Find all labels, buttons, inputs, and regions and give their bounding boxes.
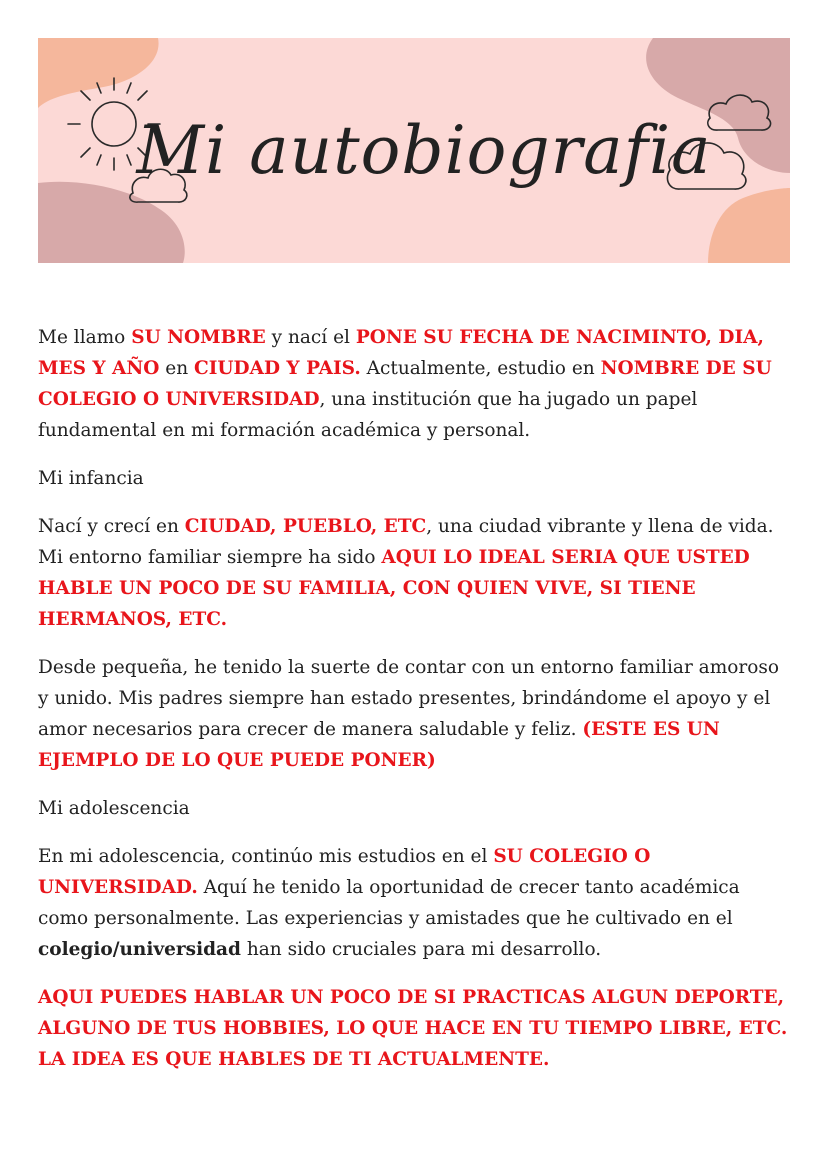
page-title: Mi autobiografia [136, 112, 712, 189]
section-heading-adolescencia: Mi adolescencia [38, 798, 190, 819]
document-body [38, 322, 790, 1092]
family-paragraph: Desde pequeña, he tenido la suerte de contar con un entorno familiar amoroso y unido. Mis padres siempre han estado presentes, brindándome el apoyo y el amor necesarios para crecer de manera saludable y feliz. (ESTE ES UN EJEMPLO DE LO QUE PUEDE PONER) [38, 657, 779, 771]
hobbies-paragraph: AQUI PUEDES HABLAR UN POCO DE SI PRACTICAS ALGUN DEPORTE, ALGUNO DE TUS HOBBIES, LO QUE HACE EN TU TIEMPO LIBRE, ETC. LA IDEA ES QUE HABLES DE TI ACTUALMENTE. [38, 987, 788, 1070]
adolescencia-paragraph: En mi adolescencia, continúo mis estudios en el SU COLEGIO O UNIVERSIDAD. Aquí he tenido la oportunidad de crecer tanto académica como personalmente. Las experiencias y amistades que he cultivado en el colegio/universidad han sido cruciales para mi desarrollo. [38, 846, 740, 960]
section-heading-infancia: Mi infancia [38, 468, 144, 489]
infancia-paragraph: Nací y crecí en CIUDAD, PUEBLO, ETC, una ciudad vibrante y llena de vida. Mi entorno familiar siempre ha sido AQUI LO IDEAL SERIA QUE USTED HABLE UN POCO DE SU FAMILIA, CON QUIEN VIVE, SI TIENE HERMANOS, ETC. [38, 516, 774, 630]
title-banner [38, 38, 790, 263]
intro-paragraph: Me llamo SU NOMBRE y nací el PONE SU FECHA DE NACIMINTO, DIA, MES Y AÑO en CIUDAD Y PAIS. Actualmente, estudio en NOMBRE DE SU COLEGIO O UNIVERSIDAD, una institución que ha jugado un papel fundamental en mi formación académica y personal. [38, 327, 772, 441]
